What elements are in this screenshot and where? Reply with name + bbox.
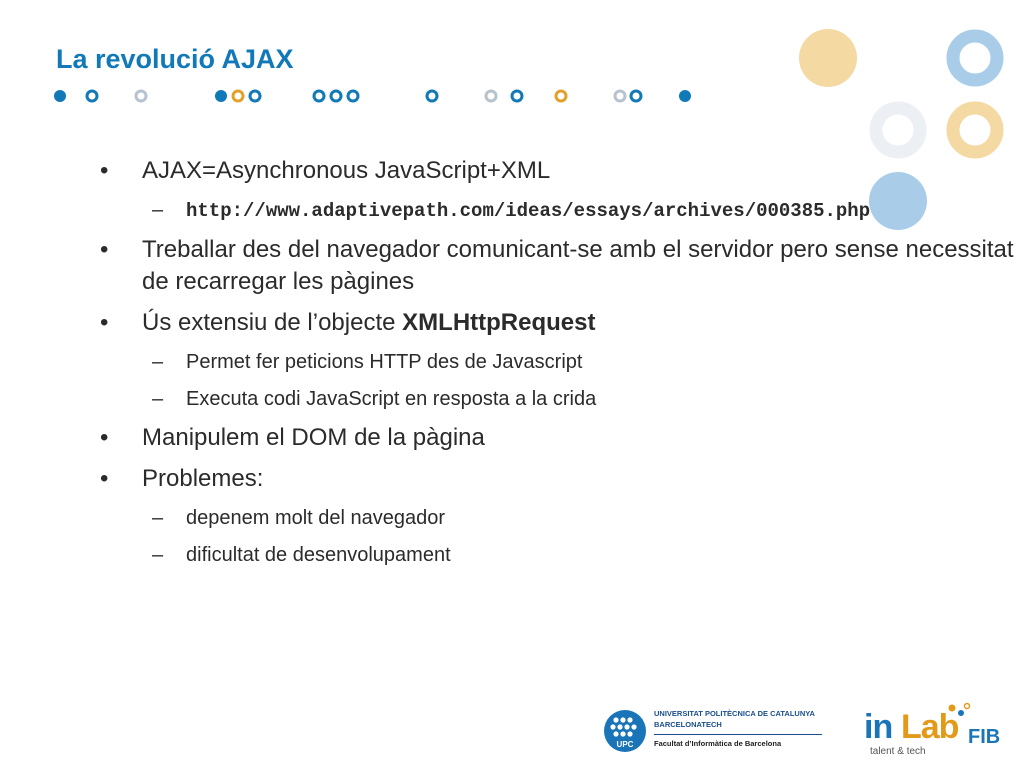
bullet-text: Problemes: — [142, 465, 264, 492]
bullet-item — [100, 155, 1020, 187]
bullet-text-prefix: Ús extensiu de l’objecte — [142, 309, 403, 336]
dash-marker: – — [152, 388, 164, 410]
dot-ring — [631, 91, 641, 101]
dot-ring — [427, 91, 437, 101]
bullet-marker: • — [100, 465, 109, 492]
bullet-text-strong: XMLHttpRequest — [402, 309, 596, 336]
circle-orange-filled — [799, 29, 857, 87]
sub-bullet-item — [100, 348, 1020, 376]
inlab-tagline: talent & tech — [870, 746, 926, 757]
inlab-logo — [864, 702, 1014, 760]
dot-filled — [215, 90, 227, 102]
sub-bullet-item — [100, 541, 1020, 569]
bullet-item — [100, 234, 1020, 298]
bullet-text: Treballar des del navegador comunicant-se amb el servidor pero sense necessitat de recarregar les pàgines — [142, 236, 1014, 295]
upc-text — [654, 708, 822, 749]
slide-title: La revolució AJAX — [56, 44, 294, 74]
bullet-item — [100, 463, 1020, 495]
circle-gray-ring — [876, 108, 920, 152]
bullet-text: Manipulem el DOM de la pàgina — [142, 424, 485, 451]
dot-ring — [233, 91, 243, 101]
inlab-in: in — [864, 708, 893, 746]
bullet-item — [100, 422, 1020, 454]
dot-ring — [348, 91, 358, 101]
bullet-marker: • — [100, 309, 109, 336]
dot-ring — [250, 91, 260, 101]
bullet-marker: • — [100, 236, 109, 263]
upc-logo-text: UPC — [616, 740, 634, 749]
sub-bullet-text: dificultat de desenvolupament — [186, 544, 451, 566]
dash-marker: – — [152, 507, 164, 529]
sub-bullet-item — [100, 385, 1020, 413]
bullet-item — [100, 307, 1020, 339]
sub-bullet-item — [100, 196, 1020, 225]
circle-blue-ring — [953, 36, 997, 80]
upc-barcelonatech: BARCELONATECH — [654, 720, 722, 729]
dot-ring — [486, 91, 496, 101]
dot-ring — [314, 91, 324, 101]
upc-logo-block — [604, 708, 824, 758]
dot-ring — [512, 91, 522, 101]
sub-bullet-text: depenem molt del navegador — [186, 507, 446, 529]
sub-bullet-text: Permet fer peticions HTTP des de Javascript — [186, 351, 583, 373]
dot-filled — [54, 90, 66, 102]
upc-faculty-name: Facultat d’Informàtica de Barcelona — [654, 739, 782, 748]
dot-ring — [556, 91, 566, 101]
dot-ring — [136, 91, 146, 101]
dot-ring — [87, 91, 97, 101]
bullet-list — [100, 155, 1020, 578]
upc-dots-icon — [604, 710, 646, 752]
circle-orange-ring — [953, 108, 997, 152]
reference-link[interactable]: http://www.adaptivepath.com/ideas/essays/archives/000385.php — [186, 200, 871, 222]
sub-bullet-text: Executa codi JavaScript en resposta a la crida — [186, 388, 597, 410]
inlab-lab: Lab — [901, 708, 959, 746]
dot-ring — [331, 91, 341, 101]
upc-university-name: UNIVERSITAT POLITÈCNICA DE CATALUNYA — [654, 709, 815, 718]
bullet-text: AJAX=Asynchronous JavaScript+XML — [142, 157, 551, 184]
upc-logo-icon — [604, 710, 646, 752]
inlab-fib: FIB — [968, 726, 1001, 748]
dash-marker: – — [152, 199, 164, 221]
bullet-marker: • — [100, 157, 109, 184]
dot-filled — [679, 90, 691, 102]
bullet-marker: • — [100, 424, 109, 451]
dot-ring — [615, 91, 625, 101]
upc-divider — [654, 734, 822, 735]
dash-marker: – — [152, 544, 164, 566]
dot-group — [54, 90, 691, 102]
dash-marker: – — [152, 351, 164, 373]
sub-bullet-item — [100, 504, 1020, 532]
